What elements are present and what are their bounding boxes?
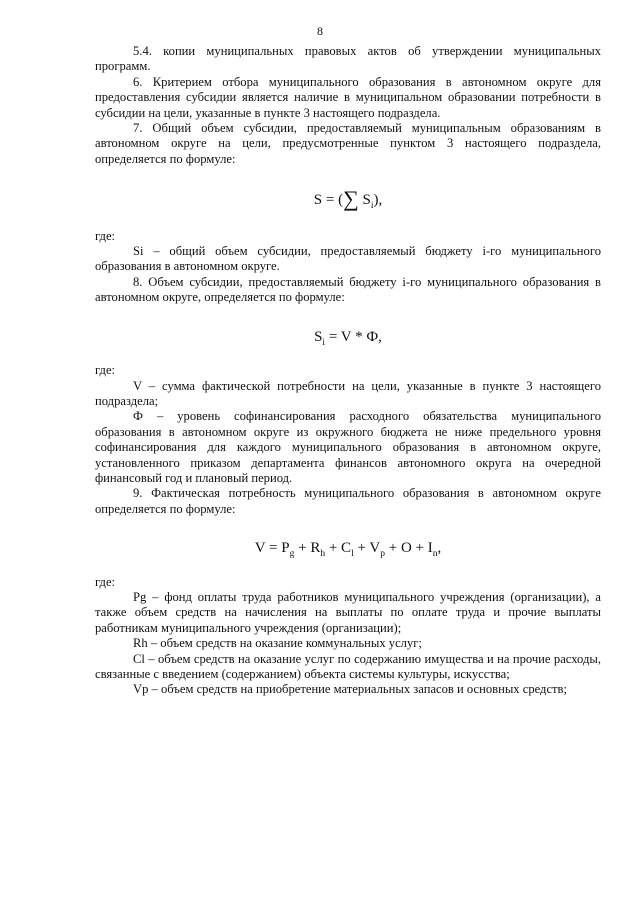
formula-3-in-sub: n — [432, 549, 438, 560]
paragraph-5-4: 5.4. копии муниципальных правовых актов об утверждении муниципальных программ. — [95, 44, 601, 74]
formula-2-lhs: S — [314, 328, 323, 345]
formula-3-pg-sub: g — [289, 549, 295, 560]
formula-3-cl: + C — [325, 540, 352, 557]
formula-total-subsidy — [95, 186, 601, 212]
formula-1-term-sub: i — [370, 201, 374, 212]
formula-actual-need — [95, 540, 601, 560]
definition-pg: Pg – фонд оплаты труда работников муниципального учреждения (организации), а также объем средств на начисления на выплаты по оплате труда и прочие выплаты работникам муниципального учреждения (организации); — [95, 589, 601, 635]
sum-sign: ∑ — [343, 186, 359, 212]
where-label-3: где: — [95, 574, 116, 589]
paragraph-8: 8. Объем субсидии, предоставляемый бюджету i-го муниципального образования в автономном округе, определяется по формуле: — [95, 274, 601, 305]
formula-3-end: , — [437, 540, 442, 557]
formula-1-term: S — [362, 192, 371, 209]
definition-v: V – сумма фактической потребности на цели, указанные в пункте 3 настоящего подраздела; — [95, 378, 601, 408]
formula-3-vp-sub: p — [380, 549, 385, 560]
formula-3-rest: + O + I — [384, 540, 433, 557]
paragraph-7: 7. Общий объем субсидии, предоставляемый муниципальным образованиям в автономном округе на цели, предусмотренные пунктом 3 настоящего подраздела, определяется по формуле: — [95, 121, 601, 166]
formula-3-cl-sub: l — [351, 549, 354, 560]
formula-3-vp: + V — [353, 540, 381, 557]
formula-1-close: ), — [373, 192, 383, 209]
paragraph-6: 6. Критерием отбора муниципального образования в автономном округе для предоставления субсидии является наличие в муниципальном образовании потребности в субсидии на цели, указанные в пункте 3 настоящего подраздела. — [95, 74, 601, 120]
formula-3-rh: + R — [294, 540, 321, 557]
definition-cl: Cl – объем средств на оказание услуг по содержанию имущества и на прочие расходы, связанные с введением (содержанием) объекта системы культуры, искусства; — [95, 651, 601, 681]
formula-municipal-subsidy — [95, 328, 601, 348]
definition-vp: Vp – объем средств на приобретение материальных запасов и основных средств; — [133, 682, 567, 697]
definition-rh: Rh – объем средств на оказание коммунальных услуг; — [133, 636, 422, 651]
definition-phi: Ф – уровень софинансирования расходного обязательства муниципального образования в автономном округе из окружного бюджета не ниже предельного уровня софинансирования для каждого муниципального образования в автономном округе, установленного приказом департамента финансов автономного округа на очередной финансовый год и плановый период. — [95, 409, 601, 485]
formula-2-lhs-sub: i — [322, 337, 326, 348]
page-number: 8 — [317, 24, 323, 38]
definition-si: Si – общий объем субсидии, предоставляемый бюджету i-го муниципального образования в автономном округе. — [95, 244, 601, 274]
where-label-2: где: — [95, 363, 116, 378]
formula-3-rh-sub: h — [320, 549, 326, 560]
formula-1-lhs: S = ( — [313, 192, 344, 209]
paragraph-9: 9. Фактическая потребность муниципального образования в автономном округе определяется по формуле: — [95, 486, 601, 516]
formula-3-lhs: V = P — [254, 540, 290, 557]
formula-2-rhs: = V * Ф, — [325, 328, 382, 345]
where-label-1: где: — [95, 228, 116, 243]
document-body — [95, 44, 601, 698]
